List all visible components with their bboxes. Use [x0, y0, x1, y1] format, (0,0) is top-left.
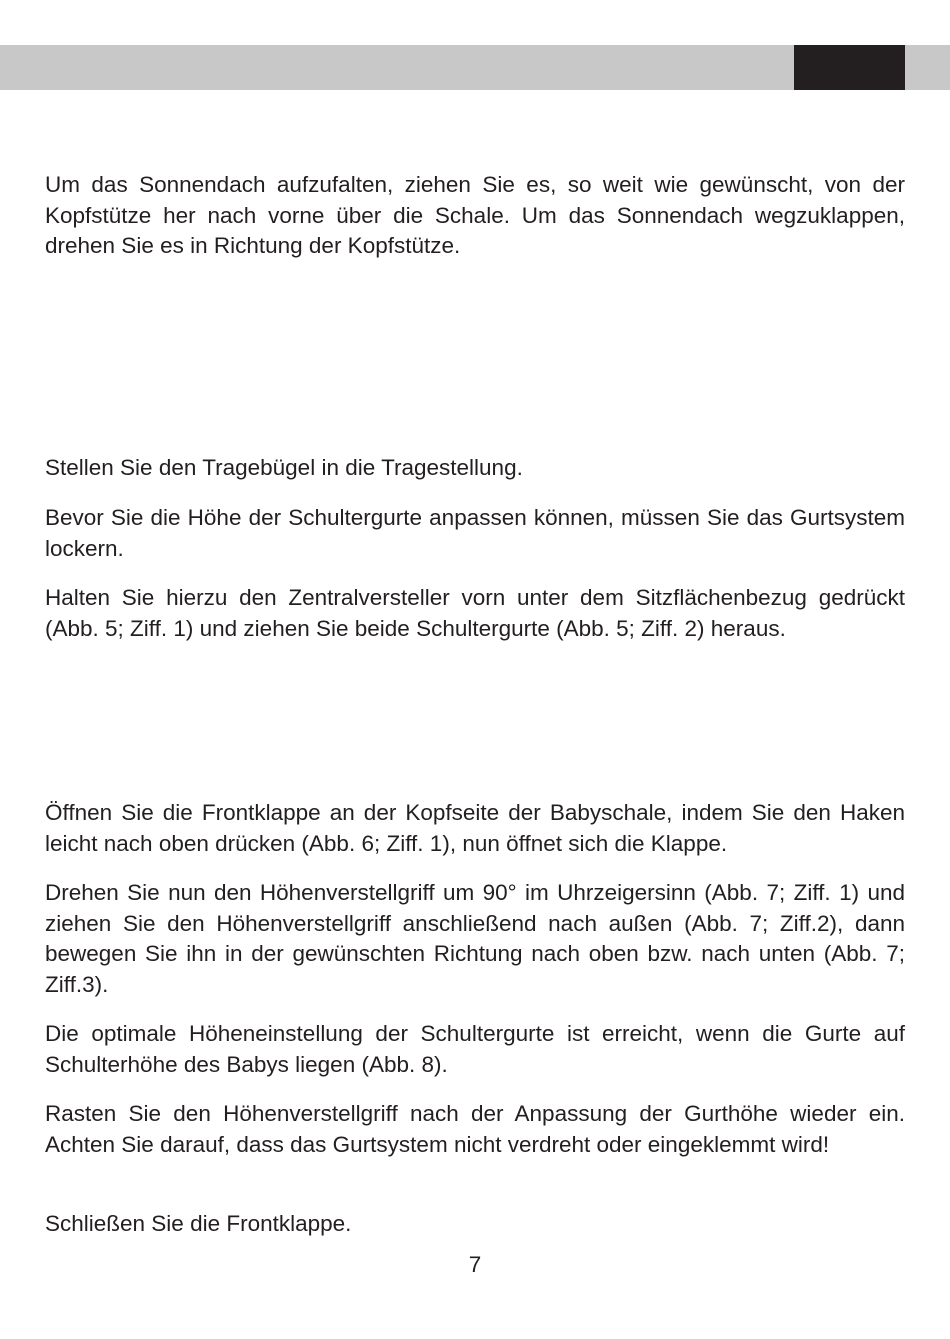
paragraph-loosen-harness: Bevor Sie die Höhe der Schultergurte anpassen können, müssen Sie das Gurtsystem lockern.: [45, 505, 905, 561]
paragraph-lock-adjuster: Rasten Sie den Höhenverstellgriff nach der Anpassung der Gurthöhe wieder ein. Achten Sie darauf, dass das Gurtsystem nicht verdreht oder eingeklemmt wird!: [45, 1101, 905, 1157]
paragraph-sun-canopy: Um das Sonnendach aufzufalten, ziehen Sie es, so weit wie gewünscht, von der Kopfstütze her nach vorne über die Schale. Um das Sonnendach wegzuklappen, drehen Sie es in Richtung der Kopfstütze.: [45, 172, 905, 258]
header-tab: [794, 45, 905, 90]
paragraph-central-adjuster: Halten Sie hierzu den Zentralversteller vorn unter dem Sitzflächenbezug gedrückt (Abb. 5; Ziff. 1) und ziehen Sie beide Schultergurte (Abb. 5; Ziff. 2) heraus.: [45, 585, 905, 641]
paragraph-height-adjuster: Drehen Sie nun den Höhenverstellgriff um 90° im Uhrzeigersinn (Abb. 7; Ziff. 1) und ziehen Sie den Höhenverstellgriff anschließend nach außen (Abb. 7; Ziff.2), dann bewegen Sie ihn in der gewünschten Richtung nach oben bzw. nach unten (Abb. 7; Ziff.3).: [45, 880, 905, 997]
page-number: 7: [468, 1252, 482, 1277]
paragraph-close-front-flap: Schließen Sie die Frontklappe.: [45, 1211, 352, 1236]
paragraph-carry-handle: Stellen Sie den Tragebügel in die Tragestellung.: [45, 455, 523, 480]
paragraph-open-front-flap: Öffnen Sie die Frontklappe an der Kopfseite der Babyschale, indem Sie den Haken leicht nach oben drücken (Abb. 6; Ziff. 1), nun öffnet sich die Klappe.: [45, 800, 905, 856]
paragraph-optimal-height: Die optimale Höheneinstellung der Schultergurte ist erreicht, wenn die Gurte auf Schulterhöhe des Babys liegen (Abb. 8).: [45, 1021, 905, 1077]
